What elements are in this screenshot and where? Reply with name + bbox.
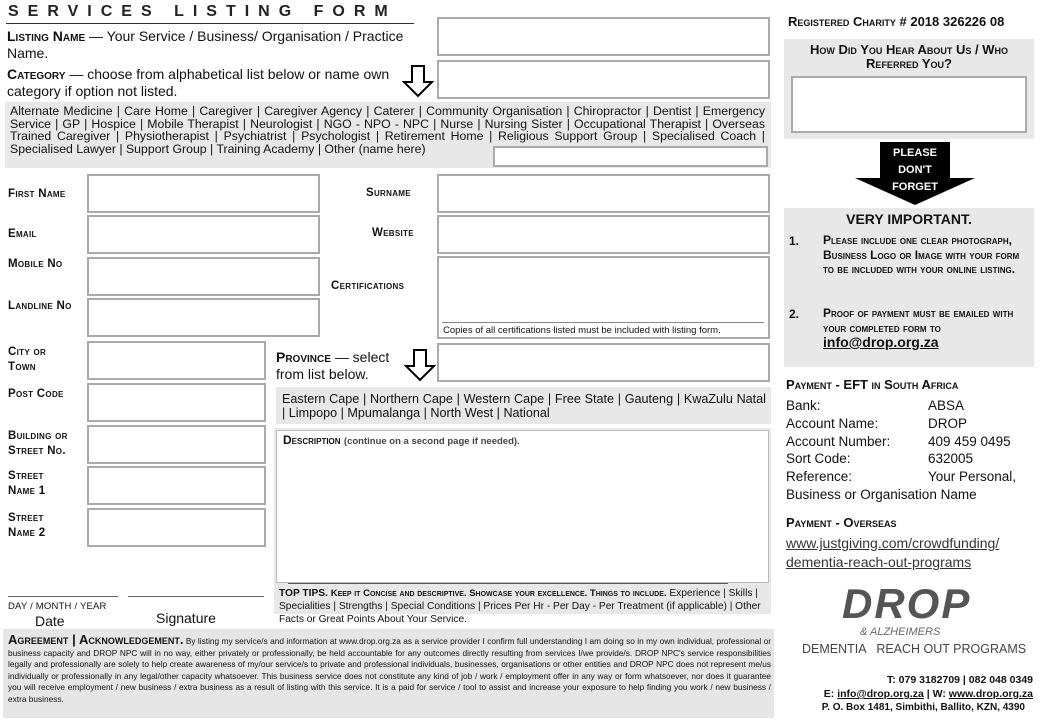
arrow-down-icon bbox=[401, 64, 435, 98]
street1-field[interactable] bbox=[87, 466, 266, 505]
agreement-label: Agreement | Acknowledgement. bbox=[8, 632, 184, 647]
province-list: Eastern Cape | Northern Cape | Western Cape | Free State | Gauteng | KwaZulu Natal | Limpopo | Mpumalanga | North West | National bbox=[282, 392, 766, 420]
account-name-label: Account Name: bbox=[786, 415, 879, 431]
account-number-value: 409 459 0495 bbox=[928, 433, 1011, 449]
email-prefix: E: bbox=[823, 688, 835, 700]
category-list: Alternate Medicine | Care Home | Caregiver | Caregiver Agency | Caterer | Community Organisation | Chiropractor | Dentist | Emergency Service | GP | Hospice | Mobile Therapist | Neurologist | NGO - NPO - NPC | Nurse | Nursing Sister | Occupational Therapist | Overseas Trained Caregiver | Physiotherapist | Psychiatrist | Psychologist | Retirement Home | Religious Support Group | Specialised Coach | Specialised Lawyer | Support Group | Training Academy | Other (name here) bbox=[10, 104, 765, 156]
please-line: PLEASE bbox=[892, 147, 937, 159]
province-label-row bbox=[276, 349, 406, 383]
bank-label: Bank: bbox=[786, 398, 821, 413]
street2-label: Street Name 2 bbox=[8, 512, 46, 539]
certifications-note-line bbox=[442, 322, 764, 323]
surname-field[interactable] bbox=[437, 174, 770, 213]
title-underline bbox=[6, 23, 414, 24]
forget-line: FORGET bbox=[892, 181, 938, 193]
email-field[interactable] bbox=[87, 215, 320, 254]
description-label-row bbox=[283, 433, 520, 447]
description-field[interactable] bbox=[276, 430, 769, 583]
website-label: Website bbox=[372, 227, 414, 239]
date-line bbox=[8, 596, 118, 597]
listing-name-field[interactable] bbox=[437, 17, 770, 56]
form-title: SERVICES LISTING FORM bbox=[8, 3, 397, 20]
account-name-value: DROP bbox=[928, 415, 968, 431]
contact-email-link[interactable]: info@drop.org.za bbox=[837, 688, 924, 700]
province-field[interactable] bbox=[437, 343, 770, 382]
category-label-row bbox=[7, 66, 402, 100]
signature-line[interactable] bbox=[128, 596, 264, 597]
city-label: City or Town bbox=[8, 346, 47, 373]
province-label: Province bbox=[276, 349, 331, 365]
charity-number: Registered Charity # 2018 326226 08 bbox=[788, 14, 1005, 29]
dont-line: DON'T bbox=[898, 164, 932, 176]
logo-sub1: & ALZHEIMERS bbox=[860, 626, 941, 638]
category-hint: — choose from alphabetical list below or name own category if option not listed. bbox=[7, 66, 390, 99]
city-field[interactable] bbox=[87, 341, 266, 380]
drop-logo bbox=[800, 580, 1030, 660]
signature-label: Signature bbox=[156, 610, 216, 626]
street2-field[interactable] bbox=[87, 508, 266, 547]
logo-sub2: DEMENTIA REACH OUT PROGRAMS bbox=[802, 642, 1027, 656]
building-field[interactable] bbox=[87, 425, 266, 464]
description-label: Description bbox=[283, 433, 341, 447]
agreement-text: By listing my service/s and information at www.drop.org.za as a service provider I confirm full understanding I am doing so in my own individual, professional or business capacity and DROP NPC will in no way, either privately or professionally, be held accountable for any outcomes directly resulting from services I/we provide/s. DROP NPC's service responsibilities legally and professionally are solely to help create awareness of my/our service/s to private and professional individuals, businesses, organisations or other entities and DROP NPC does not represent me/us individually or professionally in any legal/other capacity whatsoever. This business service does not constitute any kind of job / work / employment offer in any way or form whatsoever, nor does it guarantee you will receive employment / new business / extra business as a result of listing with this service. It is a paid for service / tool to assist and increase your exposure to help finding you work / new business / extra business. bbox=[8, 636, 771, 704]
mobile-field[interactable] bbox=[87, 257, 320, 296]
reference-value: Your Personal, bbox=[928, 469, 1017, 485]
listing-name-label: Listing Name bbox=[7, 28, 86, 44]
payment-overseas-title: Payment - Overseas bbox=[786, 515, 897, 530]
landline-field[interactable] bbox=[87, 298, 320, 337]
sort-code-value: 632005 bbox=[928, 451, 974, 467]
arrow-down-icon bbox=[403, 348, 437, 382]
overseas-link-line1[interactable]: www.justgiving.com/crowdfunding/ bbox=[786, 535, 1000, 551]
contact-address: P. O. Box 1481, Simbithi, Ballito, KZN, 4390 bbox=[821, 702, 1025, 713]
account-number-label: Account Number: bbox=[786, 433, 891, 449]
post-code-field[interactable] bbox=[87, 383, 266, 422]
surname-label: Surname bbox=[366, 187, 411, 199]
first-name-label: First Name bbox=[8, 188, 66, 200]
web-prefix: | W: bbox=[926, 688, 946, 700]
reference-label: Reference: bbox=[786, 469, 853, 485]
logo-text: DROP bbox=[842, 580, 972, 627]
category-field[interactable] bbox=[437, 60, 770, 99]
hear-about-title: How Did You Hear About Us / Who Referred You? bbox=[809, 42, 1009, 71]
street1-label: Street Name 1 bbox=[8, 470, 46, 497]
bank-value: ABSA bbox=[928, 398, 965, 413]
building-label: Building or Street No. bbox=[8, 430, 68, 457]
website-field[interactable] bbox=[437, 215, 770, 254]
contact-tel: T: 079 3182709 | 082 048 0349 bbox=[887, 674, 1033, 686]
certifications-label: Certifications bbox=[331, 280, 405, 292]
important-num-1: 1. bbox=[789, 234, 800, 248]
email-label: Email bbox=[8, 228, 37, 240]
top-tips-text: Experience | Skills | Specialities | Strengths | Special Conditions | Prices Per Hr - Per Day - Per Treatment (if applicable) | Other Facts or Great Points About Your Service. bbox=[279, 588, 761, 625]
reference-value-line2: Business or Organisation Name bbox=[786, 486, 977, 502]
listing-name-label-row bbox=[7, 28, 427, 62]
top-tips-label: TOP TIPS. bbox=[279, 588, 328, 599]
landline-label: Landline No bbox=[8, 300, 72, 312]
agreement-block bbox=[8, 634, 771, 706]
top-tips-bold: Keep it Concise and descriptive. Showcase your excellence. Things to include. bbox=[330, 588, 667, 599]
top-tips-line bbox=[288, 583, 728, 584]
please-dont-forget bbox=[880, 145, 950, 196]
category-label: Category bbox=[7, 66, 66, 82]
date-hint: DAY / MONTH / YEAR bbox=[8, 601, 107, 612]
important-num-2: 2. bbox=[789, 307, 800, 321]
province-hint: — select from list below. bbox=[276, 349, 390, 382]
sort-code-label: Sort Code: bbox=[786, 451, 851, 467]
post-code-label: Post Code bbox=[8, 388, 64, 400]
overseas-link[interactable] bbox=[786, 534, 999, 572]
description-hint: (continue on a second page if needed). bbox=[343, 436, 520, 447]
hear-about-field[interactable] bbox=[791, 76, 1027, 133]
date-label: Date bbox=[35, 613, 65, 629]
important-item-1: Please include one clear photograph, Business Logo or Image with your form to be included with your online listing. bbox=[823, 233, 1020, 276]
important-email-link[interactable]: info@drop.org.za bbox=[823, 334, 939, 350]
payment-sa-title: Payment - EFT in South Africa bbox=[786, 377, 959, 392]
mobile-label: Mobile No bbox=[8, 258, 63, 270]
certifications-note: Copies of all certifications listed must be included with listing form. bbox=[443, 325, 721, 336]
important-title: VERY IMPORTANT. bbox=[846, 211, 972, 227]
bank-details bbox=[786, 397, 1036, 504]
other-category-field[interactable] bbox=[493, 146, 768, 167]
listing-name-hint: — Your Service / Business/ Organisation / Practice Name. bbox=[7, 28, 404, 61]
contact-email-web bbox=[783, 688, 1033, 700]
contact-web-link[interactable]: www.drop.org.za bbox=[948, 688, 1033, 700]
overseas-link-line2[interactable]: dementia-reach-out-programs bbox=[786, 554, 972, 570]
first-name-field[interactable] bbox=[87, 174, 320, 213]
important-item-2 bbox=[823, 306, 1033, 351]
important-item-2-text: Proof of payment must be emailed with your completed form to bbox=[823, 306, 1014, 335]
top-tips bbox=[279, 587, 767, 626]
